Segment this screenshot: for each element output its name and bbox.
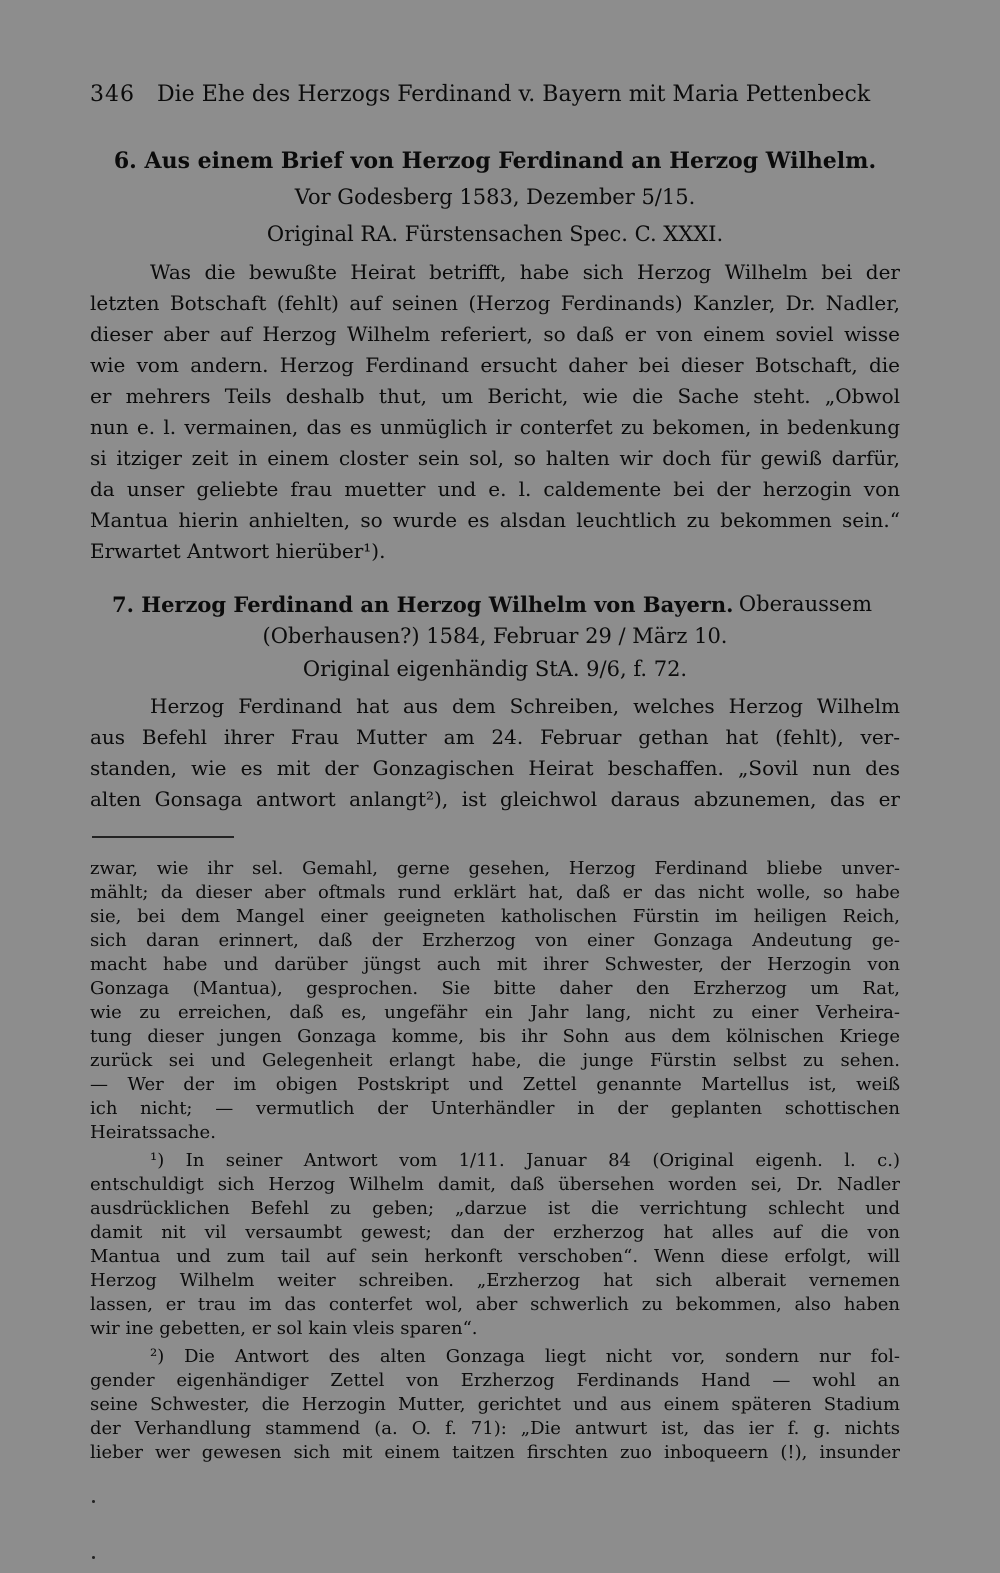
scan-speck	[92, 1500, 95, 1503]
body-line: er mehrers Teils deshalb thut, um Bericht, wie die Sache steht. „Obwol	[90, 384, 900, 408]
footnote-line: macht habe und darüber jüngst auch mit ihrer Schwester, der Herzogin von	[90, 954, 900, 975]
footnote-line: tung dieser jungen Gonzaga komme, bis ihr Sohn aus dem kölnischen Kriege	[90, 1026, 900, 1047]
footnote-1-line: lassen, er trau im das conterfet wol, aber schwerlich zu bekommen, also haben	[90, 1294, 900, 1315]
footnote-line: mählt; da dieser aber oftmals rund erklärt hat, daß er das nicht wolle, so habe	[90, 882, 900, 903]
footnote-line: — Wer der im obigen Postskript und Zettel genannte Martellus ist, weiß	[90, 1074, 900, 1095]
footnote-2-line: gender eigenhändiger Zettel von Erzherzog Ferdinands Hand — wohl an	[90, 1370, 900, 1391]
footnote-line: sich daran erinnert, daß der Erzherzog von einer Gonzaga Andeutung ge-	[90, 930, 900, 951]
section-7-place: Oberaussem	[738, 592, 872, 616]
body-line: aus Befehl ihrer Frau Mutter am 24. Februar gethan hat (fehlt), ver-	[90, 725, 900, 749]
footnote-line: Gonzaga (Mantua), gesprochen. Sie bitte daher den Erzherzog um Rat,	[90, 978, 900, 999]
section-7-title	[112, 592, 872, 617]
body-line: Mantua hierin anhielten, so wurde es alsdan leuchtlich zu bekommen sein.“	[90, 508, 900, 532]
footnote-line: sie, bei dem Mangel einer geeigneten katholischen Fürstin im heiligen Reich,	[90, 906, 900, 927]
section-6-place-date: Vor Godesberg 1583, Dezember 5/15.	[294, 185, 696, 209]
body-line: si itziger zeit in einem closter sein sol, so halten wir doch für gewiß darfür,	[90, 446, 900, 470]
body-line: nun e. l. vermainen, das es unmüglich ir conterfet zu bekomen, in bedenkung	[90, 415, 900, 439]
running-header	[90, 82, 900, 107]
footnote-1-line: wir ine gebetten, er sol kain vleis sparen“.	[90, 1318, 478, 1339]
section-6-title: 6. Aus einem Brief von Herzog Ferdinand an Herzog Wilhelm.	[113, 148, 877, 174]
section-7-title-text: 7. Herzog Ferdinand an Herzog Wilhelm von Bayern.	[112, 592, 734, 617]
footnote-separator	[92, 836, 234, 838]
section-7-source: Original eigenhändig StA. 9/6, f. 72.	[302, 657, 688, 681]
footnote-2-line: der Verhandlung stammend (a. O. f. 71): „Die antwurt ist, das ier f. g. nichts	[90, 1418, 900, 1439]
footnote-line: wie zu erreichen, daß es, ungefähr ein Jahr lang, nicht zu einer Verheira-	[90, 1002, 900, 1023]
footnote-1-line: ¹) In seiner Antwort vom 1/11. Januar 84 (Original eigenh. l. c.)	[150, 1150, 900, 1171]
section-6-source: Original RA. Fürstensachen Spec. C. XXXI.	[266, 222, 724, 246]
footnote-line: zwar, wie ihr sel. Gemahl, gerne gesehen, Herzog Ferdinand bliebe unver-	[90, 858, 900, 879]
footnote-1-line: entschuldigt sich Herzog Wilhelm damit, daß übersehen worden sei, Dr. Nadler	[90, 1174, 900, 1195]
body-line: Herzog Ferdinand hat aus dem Schreiben, welches Herzog Wilhelm	[150, 694, 900, 718]
body-line: wie vom andern. Herzog Ferdinand ersucht daher bei dieser Botschaft, die	[90, 353, 900, 377]
footnote-2-line: lieber wer gewesen sich mit einem taitzen firschten zuo inboqueern (!), insunder	[90, 1442, 900, 1463]
running-title: Die Ehe des Herzogs Ferdinand v. Bayern mit Maria Pettenbeck	[157, 82, 871, 107]
scan-speck	[92, 1556, 95, 1559]
footnote-line: ich nicht; — vermutlich der Unterhändler in der geplanten schottischen	[90, 1098, 900, 1119]
section-7-date: (Oberhausen?) 1584, Februar 29 / März 10.	[262, 624, 728, 648]
body-line: standen, wie es mit der Gonzagischen Heirat beschaffen. „Sovil nun des	[90, 756, 900, 780]
body-line: Erwartet Antwort hierüber¹).	[90, 539, 386, 563]
page-number: 346	[90, 82, 135, 107]
footnote-1-line: damit nit vil versaumbt gewest; dan der erzherzog hat alles auf die von	[90, 1222, 900, 1243]
footnote-1-line: ausdrücklichen Befehl zu geben; „darzue ist die verrichtung schlecht und	[90, 1198, 900, 1219]
body-line: dieser aber auf Herzog Wilhelm referiert, so daß er von einem soviel wisse	[90, 322, 900, 346]
footnote-2-line: seine Schwester, die Herzogin Mutter, gerichtet und aus einem späteren Stadium	[90, 1394, 900, 1415]
body-line: letzten Botschaft (fehlt) auf seinen (Herzog Ferdinands) Kanzler, Dr. Nadler,	[90, 291, 900, 315]
body-line: da unser geliebte frau muetter und e. l. caldemente bei der herzogin von	[90, 477, 900, 501]
body-line: Was die bewußte Heirat betrifft, habe sich Herzog Wilhelm bei der	[150, 260, 900, 284]
footnote-line: Heiratssache.	[90, 1122, 216, 1143]
footnote-1-line: Herzog Wilhelm weiter schreiben. „Erzherzog hat sich alberait vernemen	[90, 1270, 900, 1291]
footnote-line: zurück sei und Gelegenheit erlangt habe, die junge Fürstin selbst zu sehen.	[90, 1050, 900, 1071]
body-line: alten Gonsaga antwort anlangt²), ist gleichwol daraus abzunemen, das er	[90, 787, 900, 811]
footnote-2-line: ²) Die Antwort des alten Gonzaga liegt nicht vor, sondern nur fol-	[150, 1346, 900, 1367]
footnote-1-line: Mantua und zum tail auf sein herkonft verschoben“. Wenn diese erfolgt, will	[90, 1246, 900, 1267]
